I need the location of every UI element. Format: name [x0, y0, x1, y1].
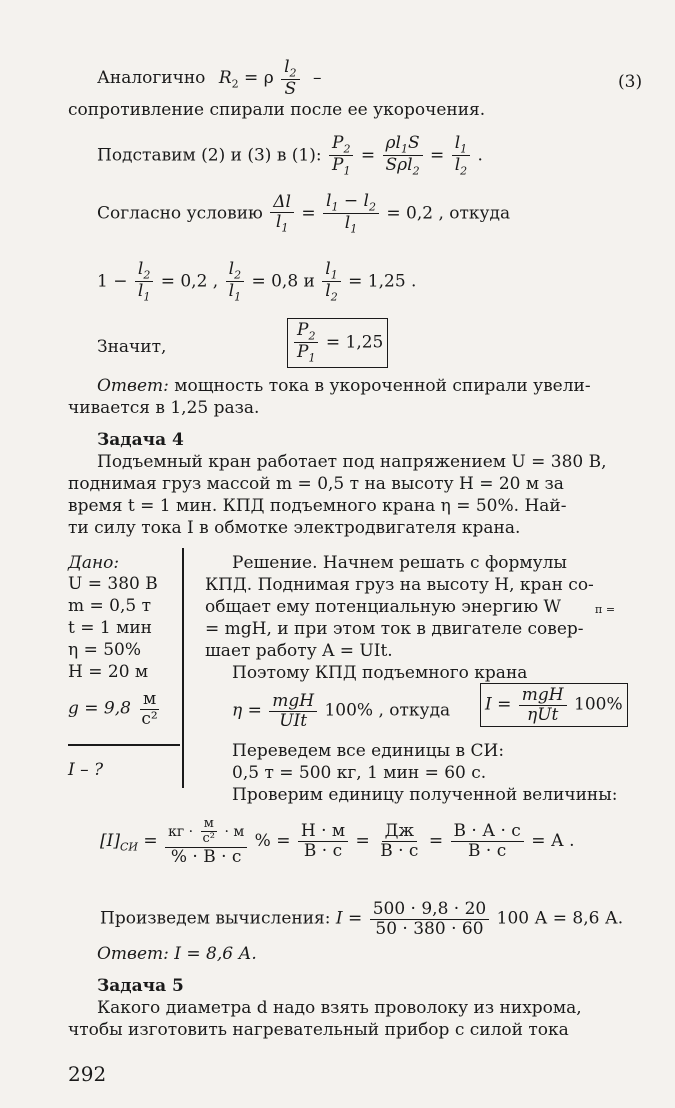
equation-number: (3): [618, 72, 643, 92]
boxed-ratio-value: = 1,25: [325, 332, 384, 353]
solution-line-6: Поэтому КПД подъемного крана: [232, 663, 528, 683]
formula-rho: = ρ: [244, 68, 274, 89]
units-m: м: [201, 817, 217, 832]
means-label: Значит,: [97, 337, 167, 357]
task5-line-1: Какого диаметра d надо взять проволоку из нихрома,: [97, 998, 582, 1018]
boxed-current-formula: [480, 683, 628, 727]
fraction-l2-s: [281, 58, 299, 99]
fraction-dl-l1: $\frac{\Delta l}{l_1}$: [270, 193, 294, 234]
calc-a: = 0,2 ,: [160, 271, 219, 292]
fraction-mgh-etaut: [519, 686, 567, 724]
fraction-p2-p1-boxed: $\frac{P_2}{P_1}$: [294, 321, 318, 365]
units-lhs-sub: СИ: [119, 840, 138, 854]
u2-num: Дж: [382, 822, 417, 842]
u2-den: В · с: [380, 841, 419, 862]
u3-den: В · с: [468, 841, 507, 862]
fraction-j-vs: [377, 822, 421, 860]
fraction-units-main: кг · $\frac{м}{\text{с²}}$ · м % · В · с: [165, 817, 247, 866]
formula-r: R: [218, 68, 232, 89]
fraction-l1-l2: $\frac{l_1}{l_2}$: [452, 134, 470, 178]
calc-b: = 0,8 и: [251, 271, 315, 292]
task4-answer-value: I = 8,6 А.: [168, 944, 257, 964]
si-line-1: Переведем все единицы в СИ:: [232, 741, 505, 761]
eta-den: UIt: [279, 710, 308, 731]
find-label: I – ?: [68, 760, 104, 780]
boxed-den: ηUt: [527, 704, 559, 725]
given-g-value: g = 9,8: [68, 698, 131, 719]
solution-line-3: общает ему потенциальную энергию W: [205, 597, 562, 617]
task4-answer: [97, 944, 257, 964]
fraction-l2-l1-b: $\frac{l_2}{l_1}$: [226, 260, 244, 304]
given-eta: η = 50%: [68, 640, 142, 660]
eta-formula-line: [232, 692, 450, 730]
eta-num: mgH: [269, 692, 317, 712]
check-line: Проверим единицу полученной величины:: [232, 785, 618, 805]
task4-line-3: время t = 1 мин. КПД подъемного крана η = 50%. Най-: [68, 496, 567, 516]
given-divider: [68, 744, 180, 746]
boxed-num: mgH: [519, 686, 567, 706]
boxed-ratio-result: [287, 318, 388, 368]
task5-title: Задача 5: [97, 976, 184, 996]
task5-line-2: чтобы изготовить нагревательный прибор с силой тока: [68, 1020, 569, 1040]
given-g-num: м: [140, 690, 159, 710]
given-t: t = 1 мин: [68, 618, 152, 638]
calc-num: 500 · 9,8 · 20: [370, 900, 490, 920]
units-s2: с²: [202, 831, 215, 847]
calc-suffix: 100 А = 8,6 А.: [496, 908, 624, 929]
calc-c: = 1,25 .: [348, 271, 417, 292]
according-line: Согласно условию $\frac{\Delta l}{l_1}$ = $\frac{l_1 - l_2}{l_1}$ = 0,2 , откуда: [97, 191, 511, 236]
analog-line: [97, 58, 321, 99]
units-pct: % =: [254, 831, 291, 852]
boxed-i-lhs: I =: [485, 694, 512, 715]
substitute-line: Подставим (2) и (3) в (1): $\frac{P_2}{P_1}$ = $\frac{\rho l_1S}{S\rho l_2}$ = $\frac{l_1}{l_2}$ .: [97, 133, 483, 178]
task4-line-1: Подъемный кран работает под напряжением U = 380 В,: [97, 452, 607, 472]
given-vertical-rule: [182, 548, 184, 788]
analog-dash: –: [312, 68, 322, 89]
given-g-den: с²: [141, 708, 158, 729]
u1-den: В · с: [303, 841, 343, 862]
calc-i-lhs: I =: [335, 908, 363, 929]
solution-line-2: КПД. Поднимая груз на высоту H, кран со-: [205, 575, 594, 595]
frac-den: S: [284, 79, 297, 100]
eta-lhs: η =: [232, 700, 262, 721]
fraction-p2-p1: $\frac{P_2}{P_1}$: [329, 134, 353, 178]
given-u: U = 380 В: [68, 574, 158, 594]
units-lhs: [I]: [100, 831, 120, 852]
answer-label: Ответ:: [97, 376, 169, 396]
fraction-l1-minus-l2: $\frac{l_1 - l_2}{l_1}$: [323, 192, 379, 236]
units-den: % · В · с: [170, 846, 242, 867]
formula-r-sub: 2: [231, 77, 239, 91]
fraction-m-s2: [138, 690, 160, 728]
according-suffix: = 0,2 , откуда: [386, 203, 511, 224]
calc-prefix: Произведем вычисления:: [100, 908, 331, 929]
task4-answer-label: Ответ:: [97, 944, 169, 964]
si-line-2: 0,5 т = 500 кг, 1 мин = 60 с.: [232, 763, 487, 783]
fraction-vas-vs: [451, 822, 524, 860]
units-derivation: $[I]_{СИ}$ = кг · $\frac{м}{\text{с²}}$ · м % · В · с % = $\frac{Н \cdot м}{В \cdot с}$ = $\frac{Дж}{В \cdot с}$ = $\frac{В \cdot А \cdot с}{В \cdot с}$ = А .: [100, 816, 575, 867]
calculation-line: [100, 900, 623, 938]
task4-title: Задача 4: [97, 430, 184, 450]
according-prefix: Согласно условию: [97, 203, 263, 224]
fraction-calc: [370, 900, 490, 938]
calc-line: [97, 260, 416, 304]
substitute-prefix: Подставим (2) и (3) в (1):: [97, 145, 322, 166]
frac-num-sub: 2: [289, 66, 297, 80]
fraction-rho-l1-s: $\frac{\rho l_1S}{S\rho l_2}$: [383, 134, 423, 178]
fraction-l1-l2-c: $\frac{l_1}{l_2}$: [322, 260, 340, 304]
task4-line-2: поднимая груз массой m = 0,5 т на высоту H = 20 м за: [68, 474, 564, 494]
w-sub-p: п =: [595, 603, 616, 616]
calc-one-minus: 1 −: [97, 271, 128, 292]
given-h: H = 20 м: [68, 662, 149, 682]
units-end: = А .: [531, 831, 575, 852]
eta-suffix: 100% , откуда: [324, 700, 451, 721]
u1-num: Н · м: [298, 822, 348, 842]
solution-line-5: шает работу A = UIt.: [205, 641, 393, 661]
frac-num: l: [284, 57, 290, 77]
given-m: m = 0,5 т: [68, 596, 152, 616]
given-g: [68, 690, 163, 728]
page-number: 292: [68, 1062, 107, 1086]
boxed-suffix: 100%: [574, 694, 623, 715]
answer-text-2: чивается в 1,25 раза.: [68, 398, 260, 418]
given-label: Дано:: [68, 553, 120, 573]
fraction-nm-vs: [298, 822, 348, 860]
solution-line-4: = mgH, и при этом ток в двигателе совер-: [205, 619, 584, 639]
answer-line-1: [97, 376, 591, 396]
calc-den: 50 · 380 · 60: [375, 918, 484, 939]
solution-line-1: Решение. Начнем решать с формулы: [232, 553, 567, 573]
task4-line-4: ти силу тока I в обмотке электродвигателя крана.: [68, 518, 521, 538]
answer-text-1: мощность тока в укороченной спирали увели-: [168, 376, 591, 396]
fraction-l2-l1-a: $\frac{l_2}{l_1}$: [135, 260, 153, 304]
fraction-mgh-uit: [269, 692, 317, 730]
u3-num: В · А · с: [451, 822, 524, 842]
resistance-line: сопротивление спирали после ее укорочения.: [68, 100, 486, 120]
analog-prefix: Аналогично: [97, 68, 206, 89]
